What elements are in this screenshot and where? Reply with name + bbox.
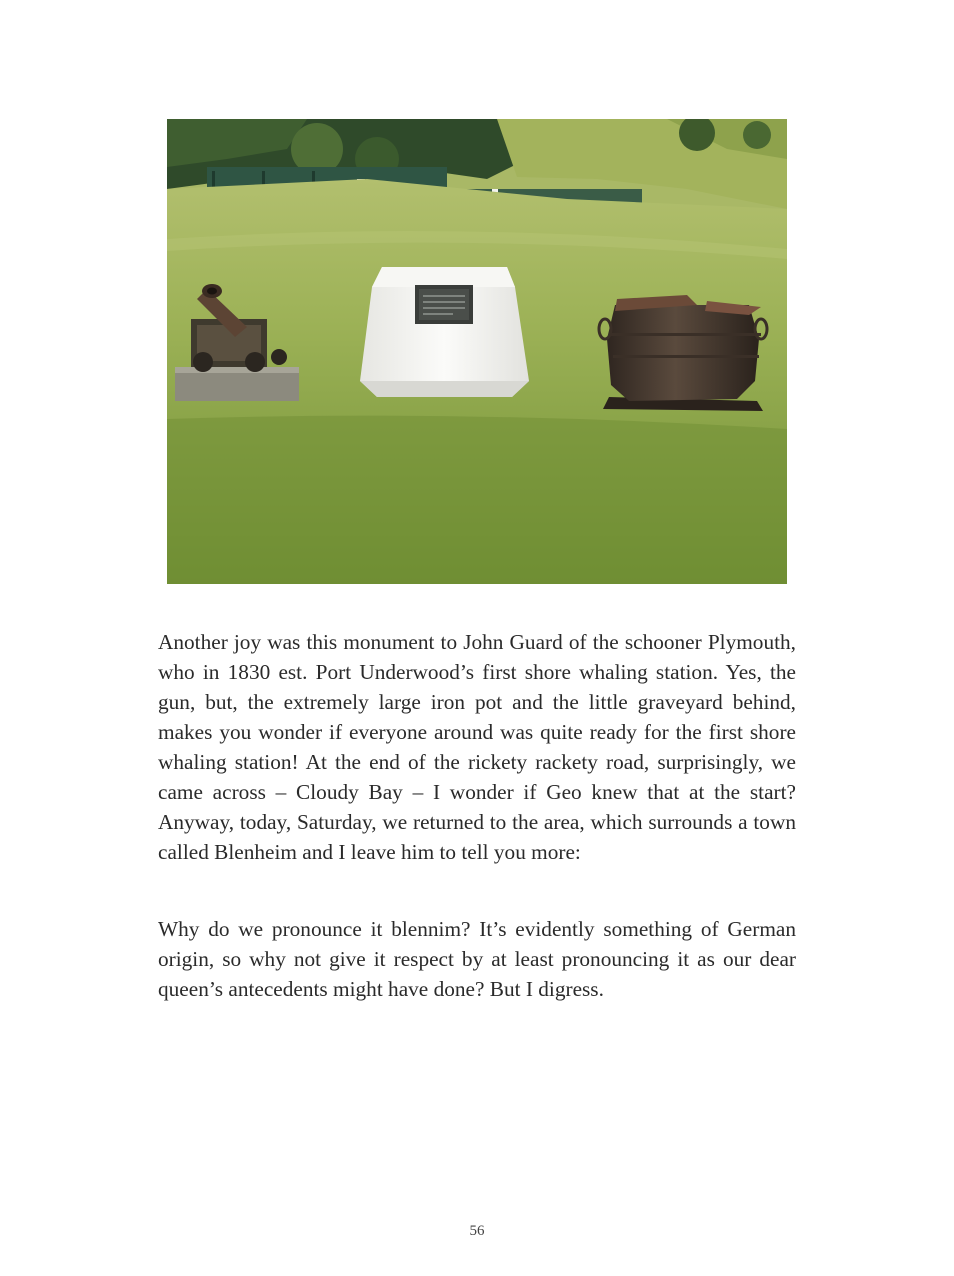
- page-number: 56: [469, 1223, 485, 1239]
- paragraph-2: Why do we pronounce it blennim? It’s evidently something of German origin, so why not give it respect by at least pronouncing it as our dear queen’s antecedents might have done? But I digress.: [158, 917, 796, 1001]
- monument-photo: [167, 119, 787, 584]
- paragraph-1: Another joy was this monument to John Guard of the schooner Plymouth, who in 1830 est. Port Underwood’s first shore whaling station. Yes, the gun, but, the extremely large iron pot and the little graveyard behind, makes you wonder if everyone around was quite ready for the first shore whaling station! At the end of the rickety rackety road, surprisingly, we came across – Cloudy Bay – I wonder if Geo knew that at the start? Anyway, today, Saturday, we returned to the area, which surrounds a town called Blenheim and I leave him to tell you more:: [158, 630, 796, 864]
- white-monument: [360, 267, 529, 397]
- iron-pot: [599, 295, 767, 411]
